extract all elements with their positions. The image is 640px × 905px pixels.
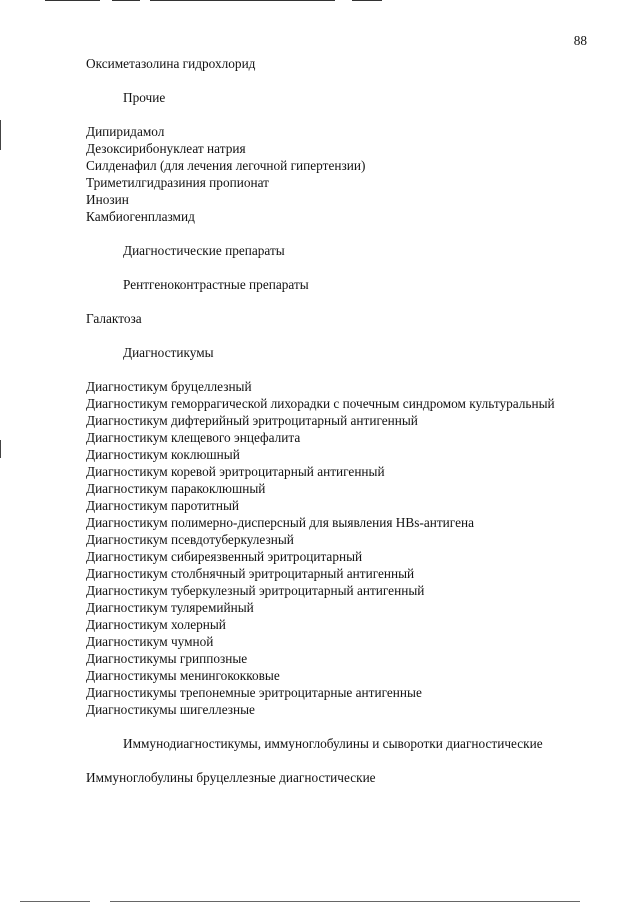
list-item: Диагностикум псевдотуберкулезный [86, 532, 294, 547]
list-item: Диагностикум полимерно-дисперсный для выявления HBs-антигена [86, 515, 474, 530]
section-heading-immuno: Иммунодиагностикумы, иммуноглобулины и сыворотки диагностические [123, 736, 543, 751]
list-item: Оксиметазолина гидрохлорид [86, 56, 256, 71]
list-item: Камбиогенплазмид [86, 209, 195, 224]
list-item: Диагностикум паротитный [86, 498, 239, 513]
other-list [86, 123, 589, 225]
list-item: Триметилгидразиния пропионат [86, 175, 269, 190]
list-item: Диагностикум туберкулезный эритроцитарный антигенный [86, 583, 425, 598]
list-item: Диагностикум сибиреязвенный эритроцитарный [86, 549, 363, 564]
list-item: Диагностикумы шигеллезные [86, 702, 255, 717]
list-item: Иммуноглобулины бруцеллезные диагностические [86, 770, 376, 785]
scan-artifact-left [0, 440, 1, 458]
diagnosticum-list [86, 378, 589, 718]
scan-artifact-top [112, 0, 140, 1]
list-item: Инозин [86, 192, 129, 207]
list-item: Диагностикумы менингококковые [86, 668, 280, 683]
list-item: Дезоксирибонуклеат натрия [86, 141, 246, 156]
list-item: Диагностикум столбнячный эритроцитарный антигенный [86, 566, 415, 581]
list-item: Диагностикум паракоклюшный [86, 481, 266, 496]
list-item: Диагностикум бруцеллезный [86, 379, 252, 394]
section-heading-other: Прочие [123, 90, 166, 105]
list-item: Диагностикум геморрагической лихорадки с почечным синдромом культуральный [86, 396, 555, 411]
list-item: Дипиридамол [86, 124, 165, 139]
section-heading-diagnostic: Диагностические препараты [123, 243, 285, 258]
list-item: Диагностикум чумной [86, 634, 214, 649]
list-item: Силденафил (для лечения легочной гипертензии) [86, 158, 366, 173]
scan-artifact-bottom [110, 901, 580, 902]
scan-artifact-left [0, 120, 1, 150]
scan-artifact-top [150, 0, 335, 1]
scan-artifact-bottom [20, 901, 90, 902]
scan-artifact-top [352, 0, 382, 1]
list-item: Диагностикум холерный [86, 617, 226, 632]
section-heading-diagnosticums: Диагностикумы [123, 345, 214, 360]
list-item: Диагностикум дифтерийный эритроцитарный антигенный [86, 413, 418, 428]
list-item: Галактоза [86, 311, 142, 326]
list-item: Диагностикум туляремийный [86, 600, 254, 615]
list-item: Диагностикум клещевого энцефалита [86, 430, 301, 445]
document-body [86, 55, 589, 786]
list-item: Диагностикумы гриппозные [86, 651, 248, 666]
list-item: Диагностикумы трепонемные эритроцитарные антигенные [86, 685, 422, 700]
scan-artifact-top [45, 0, 100, 1]
list-item: Диагностикум коревой эритроцитарный антигенный [86, 464, 385, 479]
section-heading-xray: Рентгеноконтрастные препараты [123, 277, 309, 292]
list-item: Диагностикум коклюшный [86, 447, 240, 462]
page-number: 88 [573, 33, 587, 48]
